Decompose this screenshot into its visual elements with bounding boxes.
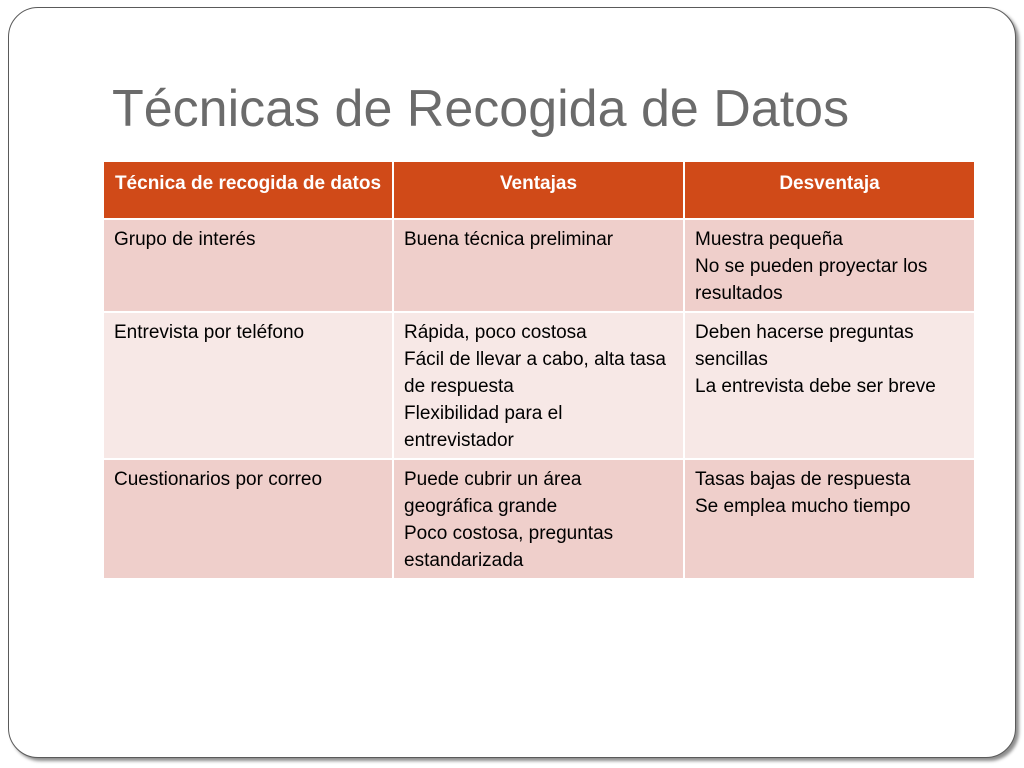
header-tecnica: Técnica de recogida de datos bbox=[103, 161, 393, 219]
table-row bbox=[103, 312, 975, 459]
ventaja-item: Puede cubrir un área geográfica grande bbox=[404, 469, 582, 517]
table-row bbox=[103, 459, 975, 579]
table-header-row bbox=[103, 161, 975, 219]
desventaja-item: No se pueden proyectar los resultados bbox=[695, 256, 928, 304]
cell-ventajas bbox=[393, 219, 684, 312]
slide-title: Técnicas de Recogida de Datos bbox=[112, 80, 850, 138]
desventaja-item: Se emplea mucho tiempo bbox=[695, 496, 911, 517]
header-ventajas: Ventajas bbox=[393, 161, 684, 219]
data-collection-table bbox=[102, 160, 976, 580]
ventaja-item: Buena técnica preliminar bbox=[404, 229, 614, 250]
desventaja-item: Muestra pequeña bbox=[695, 229, 843, 250]
cell-ventajas bbox=[393, 312, 684, 459]
ventaja-item: Fácil de llevar a cabo, alta tasa de respuesta bbox=[404, 349, 666, 397]
cell-desventajas bbox=[684, 459, 975, 579]
table-row bbox=[103, 219, 975, 312]
desventaja-item: Tasas bajas de respuesta bbox=[695, 469, 911, 490]
ventaja-item: Flexibilidad para el entrevistador bbox=[404, 403, 563, 451]
cell-tecnica: Entrevista por teléfono bbox=[103, 312, 393, 459]
header-desventaja: Desventaja bbox=[684, 161, 975, 219]
ventaja-item: Rápida, poco costosa bbox=[404, 322, 587, 343]
cell-tecnica: Cuestionarios por correo bbox=[103, 459, 393, 579]
cell-ventajas bbox=[393, 459, 684, 579]
ventaja-item: Poco costosa, preguntas estandarizada bbox=[404, 523, 614, 571]
desventaja-item: Deben hacerse preguntas sencillas bbox=[695, 322, 914, 370]
cell-tecnica: Grupo de interés bbox=[103, 219, 393, 312]
cell-desventajas bbox=[684, 219, 975, 312]
desventaja-item: La entrevista debe ser breve bbox=[695, 376, 936, 397]
cell-desventajas bbox=[684, 312, 975, 459]
